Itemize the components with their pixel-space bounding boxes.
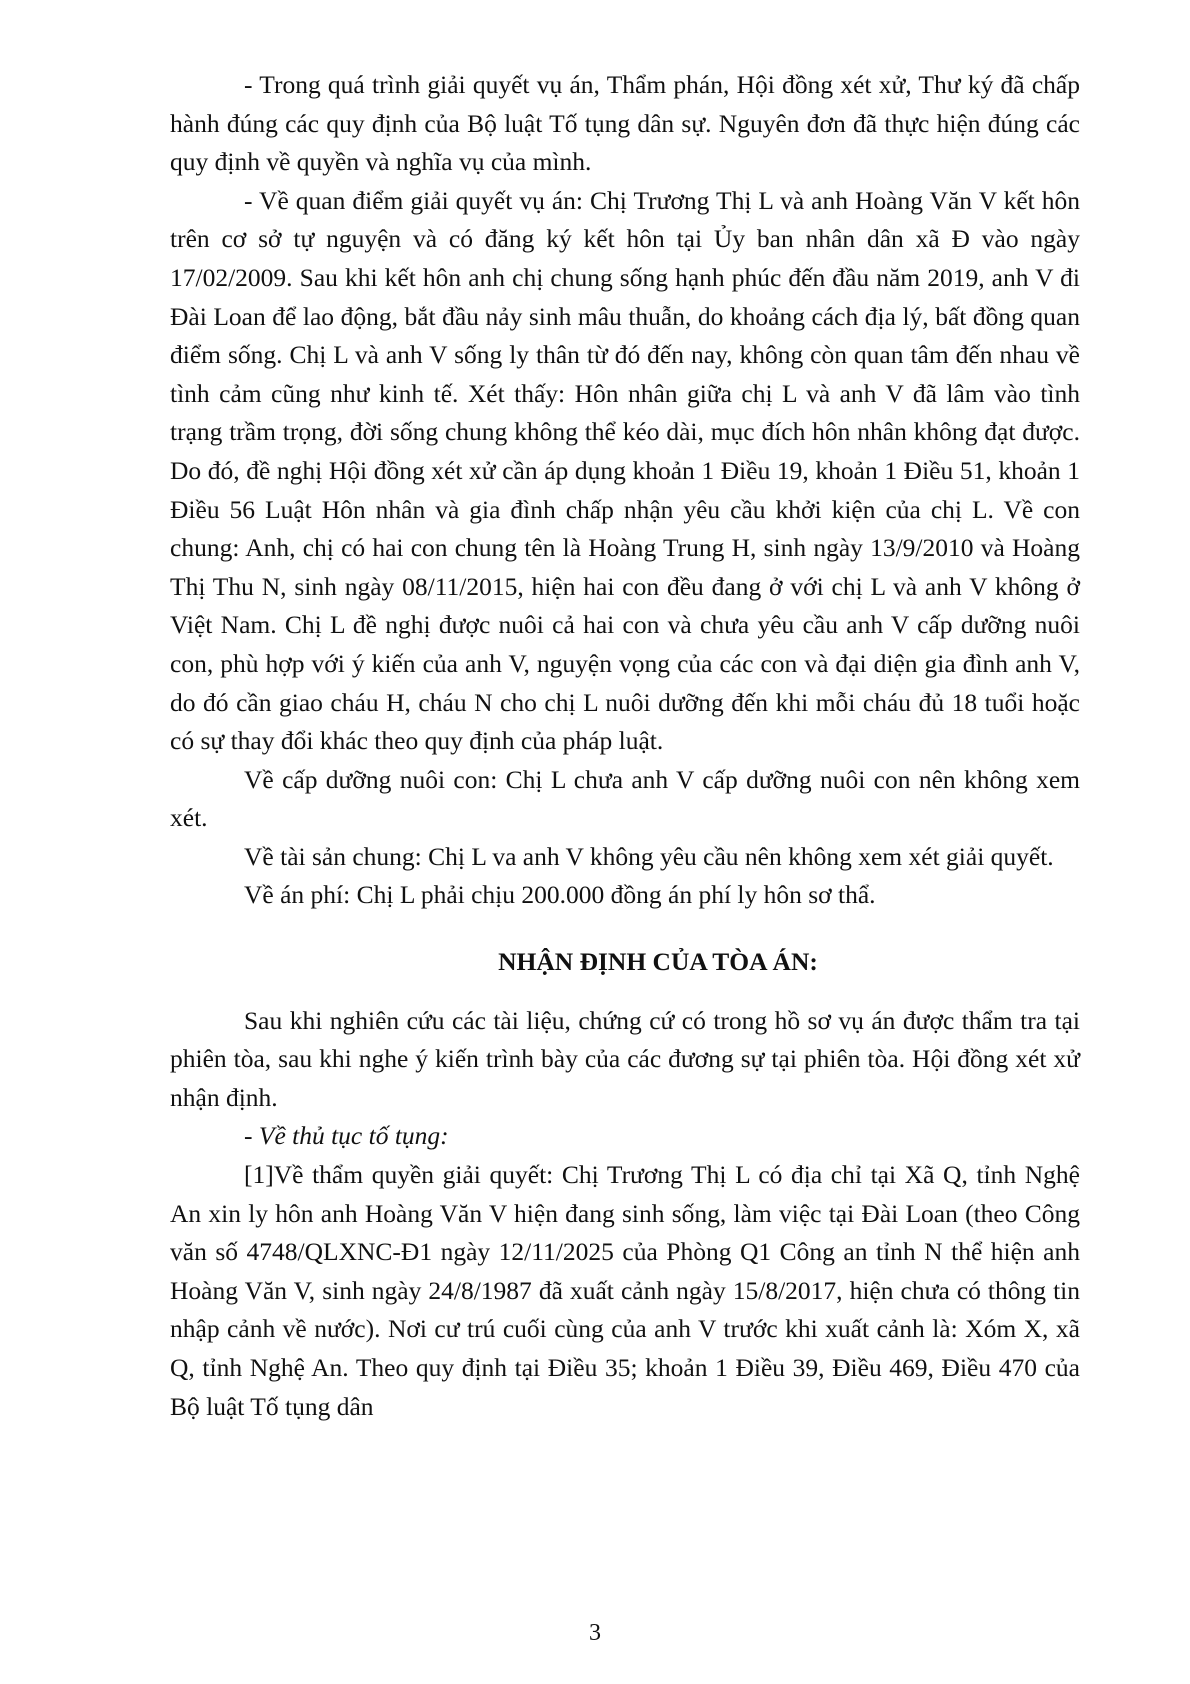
document-body xyxy=(170,66,1080,1426)
paragraph-jurisdiction: [1]Về thẩm quyền giải quyết: Chị Trương Thị L có địa chỉ tại Xã Q, tỉnh Nghệ An xin ly hôn anh Hoàng Văn V hiện đang sinh sống, làm việc tại Đài Loan (theo Công văn số 4748/QLXNC-Đ1 ngày 12/11/2025 của Phòng Q1 Công an tỉnh N thể hiện anh Hoàng Văn V, sinh ngày 24/8/1987 đã xuất cảnh ngày 15/8/2017, hiện chưa có thông tin nhập cảnh về nước). Nơi cư trú cuối cùng của anh V trước khi xuất cảnh là: Xóm X, xã Q, tỉnh Nghệ An. Theo quy định tại Điều 35; khoản 1 Điều 39, Điều 469, Điều 470 của Bộ luật Tố tụng dân xyxy=(170,1160,1080,1421)
subheading-procedure: - Về thủ tục tố tụng: xyxy=(244,1121,449,1151)
page-number: 3 xyxy=(589,1620,601,1646)
paragraph-court-findings-intro: Sau khi nghiên cứu các tài liệu, chứng cứ có trong hồ sơ vụ án được thẩm tra tại phiên tòa, sau khi nghe ý kiến trình bày của các đương sự tại phiên tòa. Hội đồng xét xử nhận định. xyxy=(170,1005,1080,1112)
paragraph-case-opinion: - Về quan điểm giải quyết vụ án: Chị Trương Thị L và anh Hoàng Văn V kết hôn trên cơ sở tự nguyện và có đăng ký kết hôn tại Ủy ban nhân dân xã Đ vào ngày 17/02/2009. Sau khi kết hôn anh chị chung sống hạnh phúc đến đầu năm 2019, anh V đi Đài Loan để lao động, bắt đầu nảy sinh mâu thuẫn, do khoảng cách địa lý, bất đồng quan điểm sống. Chị L và anh V sống ly thân từ đó đến nay, không còn quan tâm đến nhau về tình cảm cũng như kinh tế. Xét thấy: Hôn nhân giữa chị L và anh V đã lâm vào tình trạng trầm trọng, đời sống chung không thể kéo dài, mục đích hôn nhân không đạt được. Do đó, đề nghị Hội đồng xét xử cần áp dụng khoản 1 Điều 19, khoản 1 Điều 51, khoản 1 Điều 56 Luật Hôn nhân và gia đình chấp nhận yêu cầu khởi kiện của chị L. Về con chung: Anh, chị có hai con chung tên là Hoàng Trung H, sinh ngày 13/9/2010 và Hoàng Thị Thu N, sinh ngày 08/11/2015, hiện hai con đều đang ở với chị L và anh V không ở Việt Nam. Chị L đề nghị được nuôi cả hai con và chưa yêu cầu anh V cấp dưỡng nuôi con, phù hợp với ý kiến của anh V, nguyện vọng của các con và đại diện gia đình anh V, do đó cần giao cháu H, cháu N cho chị L nuôi dưỡng đến khi mỗi cháu đủ 18 tuổi hoặc có sự thay đổi khác theo quy định của pháp luật. xyxy=(170,185,1080,756)
paragraph-common-property: Về tài sản chung: Chị L va anh V không yêu cầu nên không xem xét giải quyết. xyxy=(244,841,1054,871)
section-heading: NHẬN ĐỊNH CỦA TÒA ÁN: xyxy=(498,947,818,977)
paragraph-procedure-compliance: - Trong quá trình giải quyết vụ án, Thẩm phán, Hội đồng xét xử, Thư ký đã chấp hành đúng các quy định của Bộ luật Tố tụng dân sự. Nguyên đơn đã thực hiện đúng các quy định về quyền và nghĩa vụ của mình. xyxy=(170,70,1080,177)
paragraph-court-fee: Về án phí: Chị L phải chịu 200.000 đồng án phí ly hôn sơ thẩ. xyxy=(244,880,876,910)
paragraph-child-support: Về cấp dưỡng nuôi con: Chị L chưa anh V cấp dưỡng nuôi con nên không xem xét. xyxy=(170,764,1080,833)
